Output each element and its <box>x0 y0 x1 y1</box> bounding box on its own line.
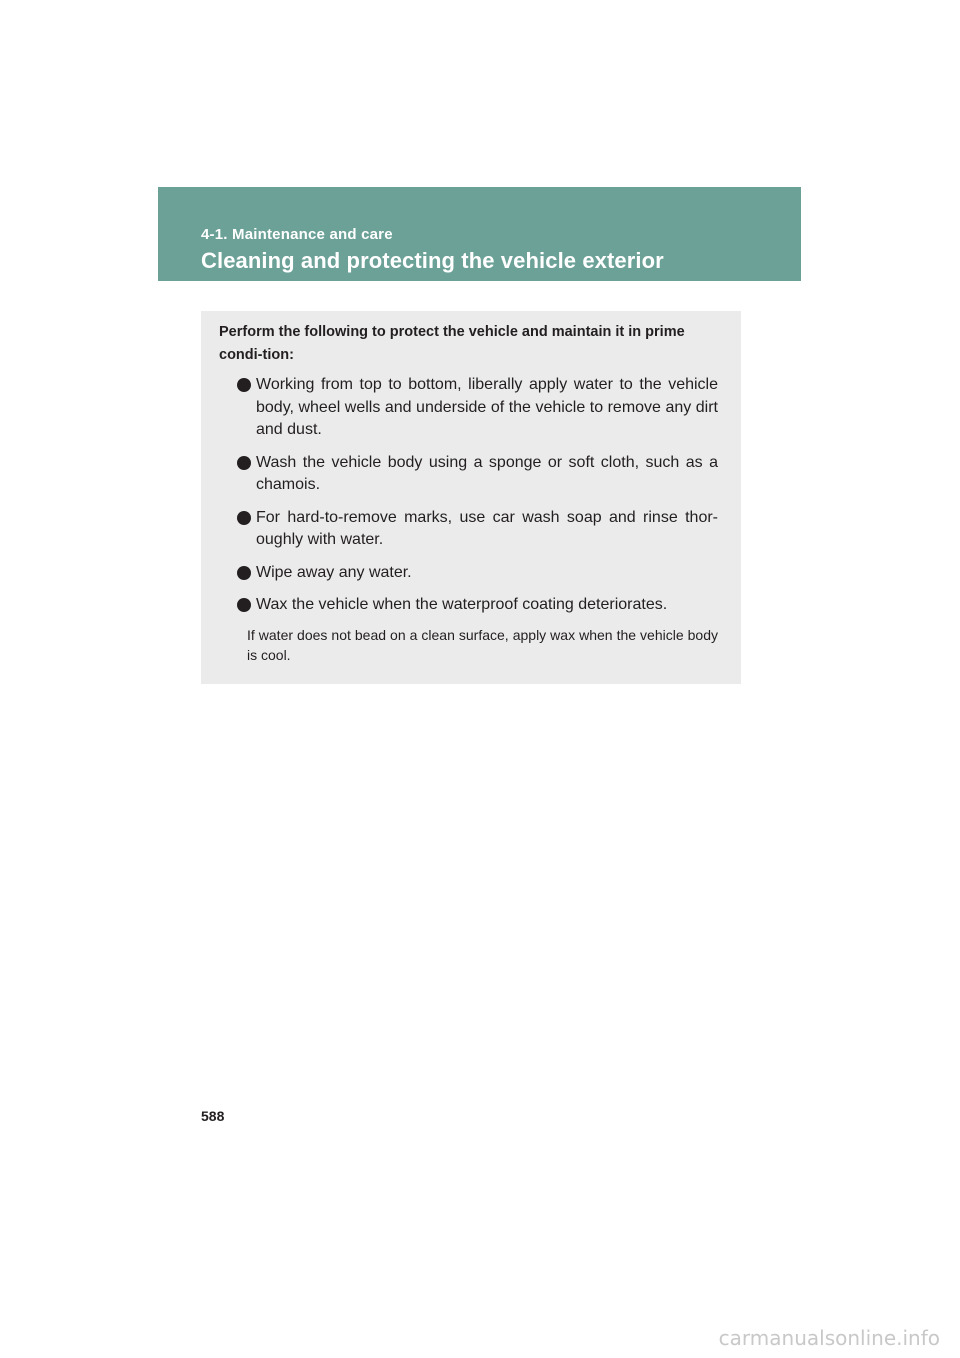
list-item <box>219 562 718 585</box>
note-text: If water does not bead on a clean surface, apply wax when the vehicle body is cool. <box>247 626 718 663</box>
bullet-text: Working from top to bottom, liberally apply water to the vehicle body, wheel wells and underside of the vehicle to remove any dirt and dust. <box>256 376 718 438</box>
page-title: Cleaning and protecting the vehicle exterior <box>201 248 664 273</box>
section-label: 4-1. Maintenance and care <box>201 226 393 243</box>
bullet-list <box>219 374 718 617</box>
bullet-icon <box>237 598 251 612</box>
section-header <box>158 187 801 281</box>
bullet-text: Wipe away any water. <box>256 563 412 581</box>
bullet-text: Wash the vehicle body using a sponge or soft cloth, such as a chamois. <box>256 453 718 493</box>
list-item <box>219 452 718 497</box>
bullet-text: Wax the vehicle when the waterproof coating deteriorates. <box>256 596 668 613</box>
watermark: carmanualsonline.info <box>718 1326 940 1350</box>
list-item <box>219 594 718 617</box>
intro-text: Perform the following to protect the vehicle and maintain it in prime condi-tion: <box>219 324 685 363</box>
bullet-text: For hard-to-remove marks, use car wash soap and rinse thor-oughly with water. <box>256 508 718 548</box>
bullet-icon <box>237 511 251 525</box>
content-box <box>201 311 741 684</box>
bullet-icon <box>237 378 251 392</box>
list-item <box>219 507 718 552</box>
bullet-icon <box>237 566 251 580</box>
page-number: 588 <box>201 1108 225 1124</box>
bullet-icon <box>237 456 251 470</box>
list-item <box>219 374 718 442</box>
